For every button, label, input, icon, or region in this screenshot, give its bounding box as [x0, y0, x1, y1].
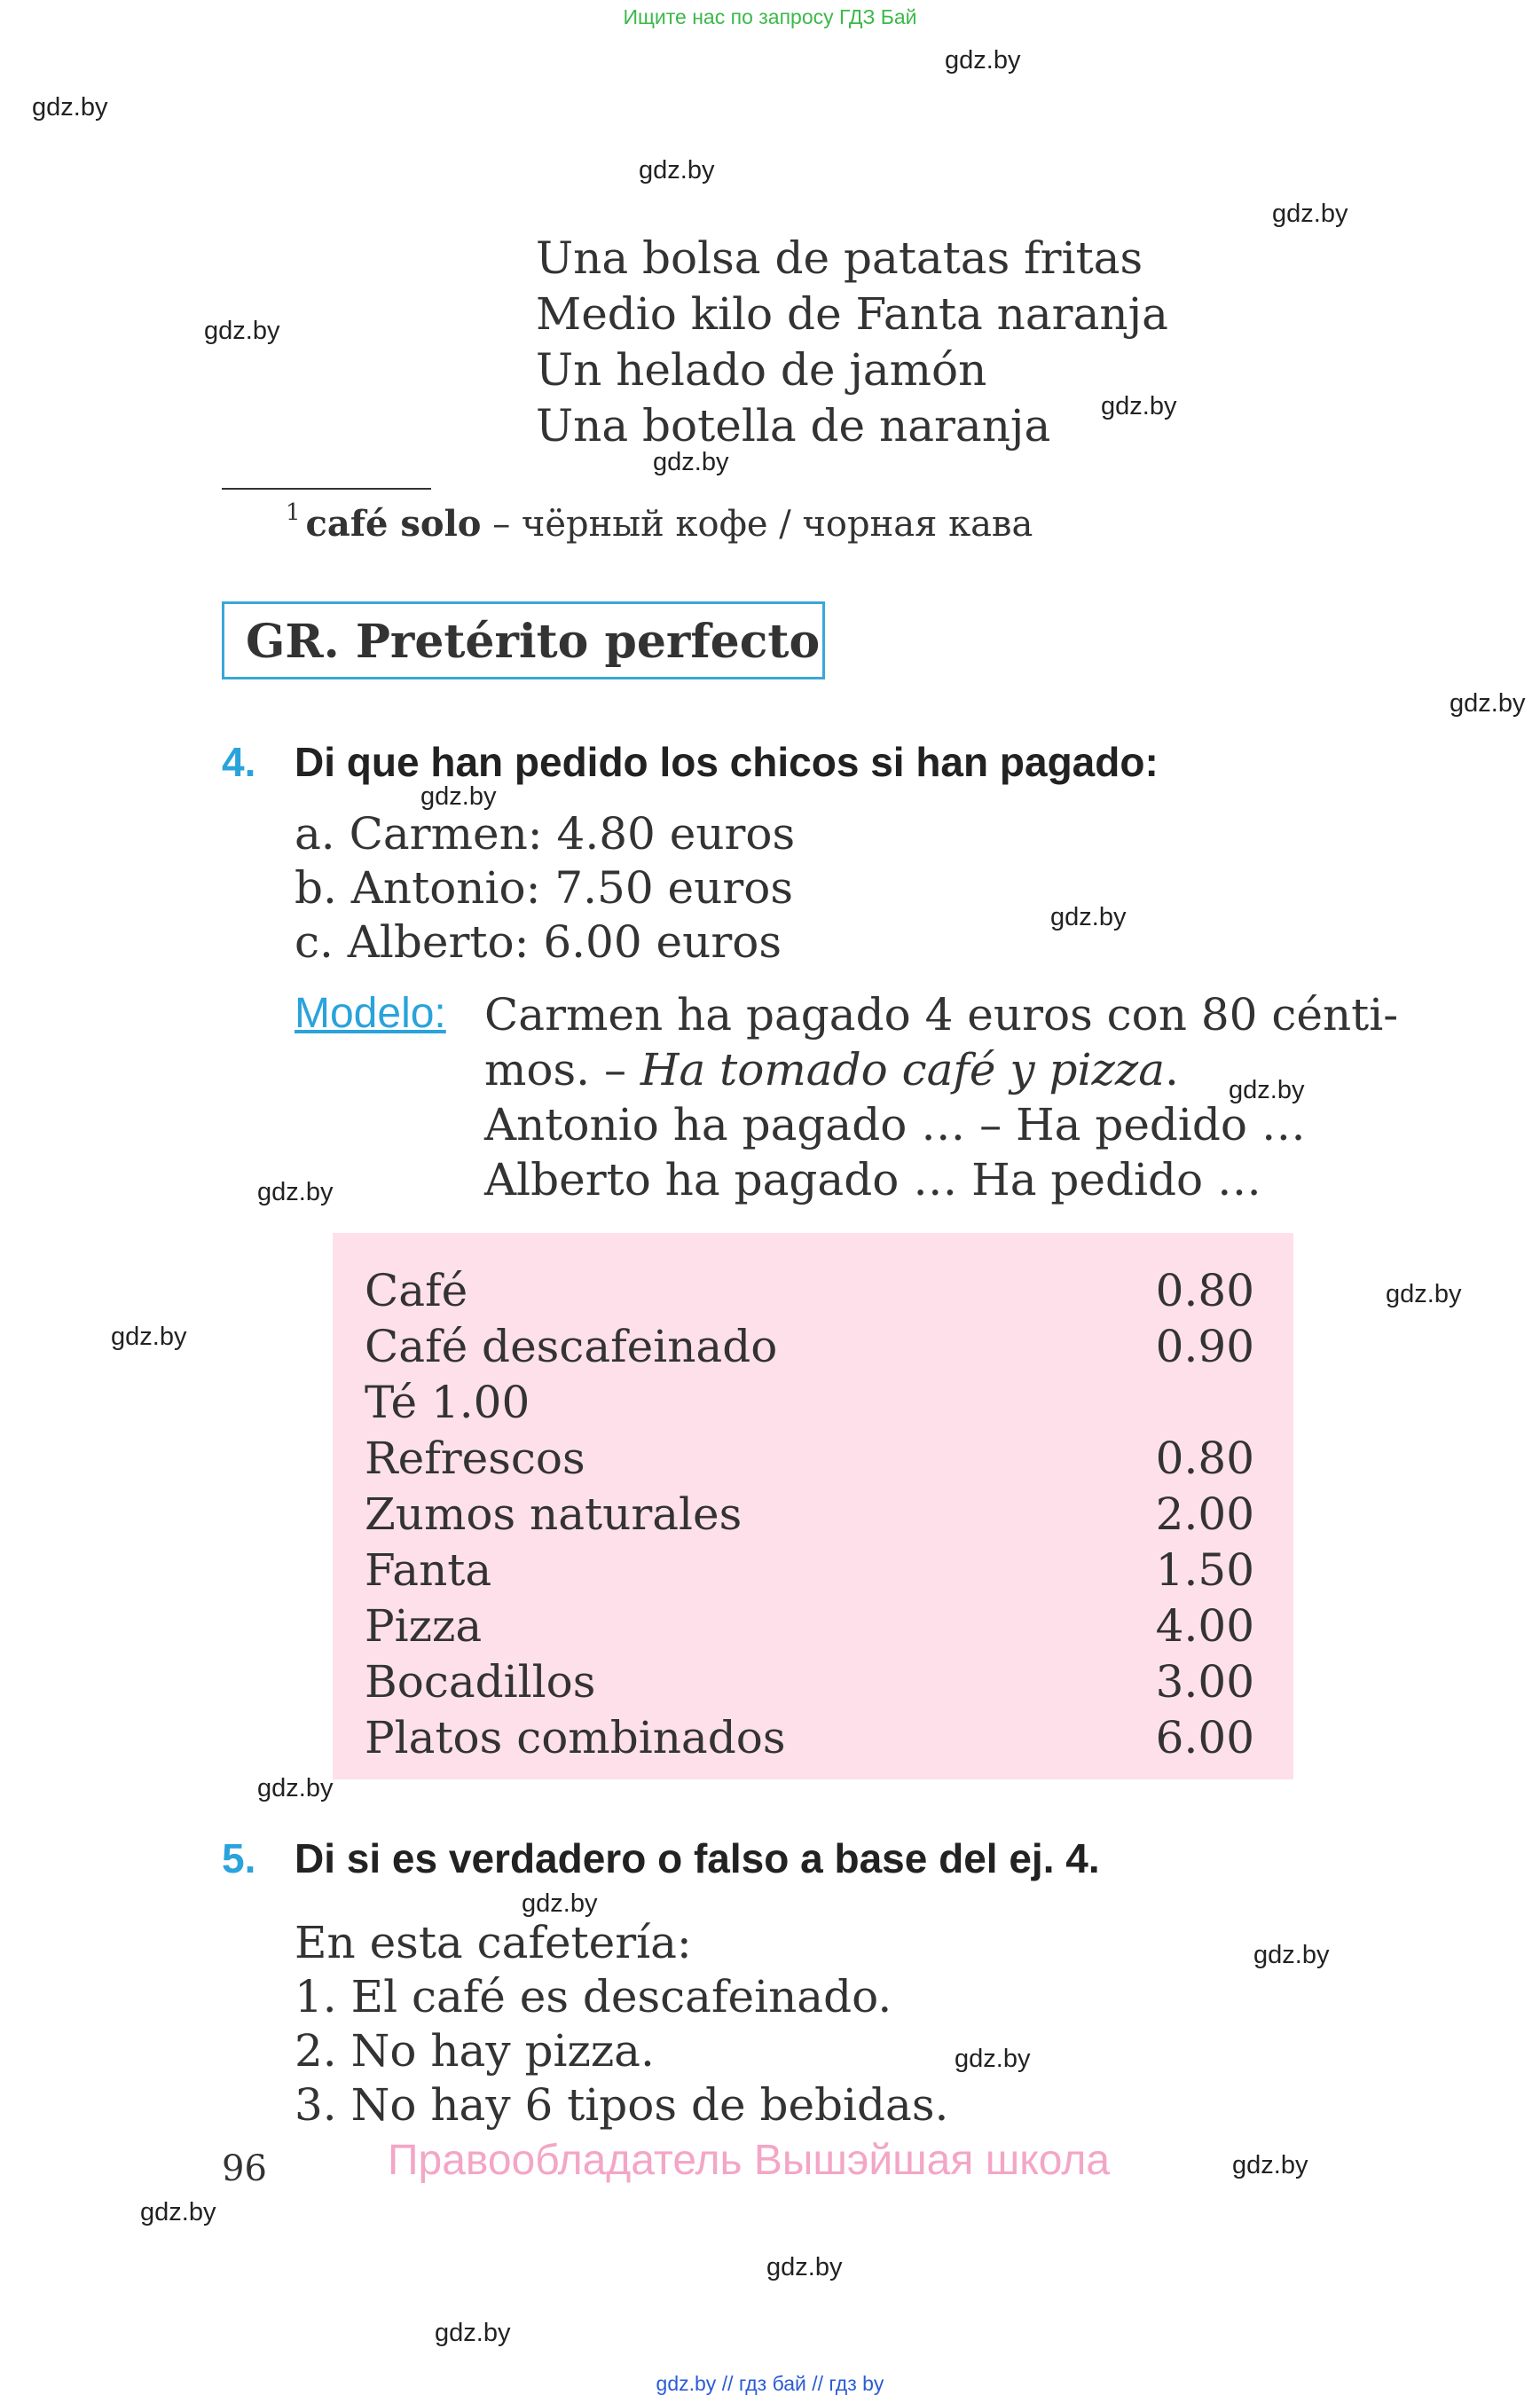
rights-holder: Правообладатель Вышэйшая школа	[388, 2137, 1111, 2184]
menu-item-name: Zumos naturales	[365, 1488, 742, 1540]
watermark: gdz.by	[639, 156, 715, 185]
watermark: gdz.by	[204, 317, 280, 345]
exercise-5-intro: En esta cafetería:	[295, 1917, 692, 1968]
model-line: Carmen ha pagado 4 euros con 80 cénti-	[484, 989, 1399, 1041]
model-line: Alberto ha pagado … Ha pedido …	[484, 1154, 1262, 1205]
model-line-italic: Ha tomado café y pizza	[640, 1044, 1166, 1095]
exercise-4-items	[295, 807, 795, 970]
list-item: b. Antonio: 7.50 euros	[295, 862, 794, 914]
model-line-start: mos. –	[484, 1044, 640, 1095]
watermark: gdz.by	[435, 2319, 511, 2347]
watermark: gdz.by	[653, 448, 729, 476]
menu-item-price: 6.00	[1155, 1712, 1254, 1763]
watermark: gdz.by	[257, 1178, 334, 1206]
menu-item-name: Té 1.00	[365, 1377, 530, 1428]
list-item: 2. No hay pizza.	[295, 2025, 655, 2077]
menu-row	[365, 1431, 1254, 1487]
exercise-5-number: 5.	[222, 1835, 256, 1881]
watermark: gdz.by	[945, 46, 1021, 75]
watermark: gdz.by	[1253, 1941, 1330, 1969]
menu-item-price: 3.00	[1155, 1656, 1254, 1708]
top-banner[interactable]: Ищите нас по запросу ГДЗ Бай	[623, 5, 917, 28]
watermark: gdz.by	[420, 782, 497, 811]
watermark: gdz.by	[32, 93, 108, 122]
watermark: gdz.by	[1272, 200, 1348, 228]
menu-item-name: Pizza	[365, 1600, 483, 1652]
grammar-box	[222, 601, 825, 679]
exercise-4-number: 4.	[222, 739, 256, 785]
page-number: 96	[222, 2148, 267, 2189]
poem-line: Medio kilo de Fanta naranja	[536, 288, 1168, 340]
menu-row	[365, 1487, 1254, 1543]
poem-line: Una botella de naranja	[536, 400, 1051, 452]
model-line: Antonio ha pagado … – Ha pedido …	[484, 1099, 1306, 1150]
watermark: gdz.by	[111, 1323, 187, 1351]
watermark: gdz.by	[1050, 903, 1127, 931]
watermark: gdz.by	[955, 2045, 1031, 2073]
menu-row	[365, 1319, 1254, 1375]
watermark: gdz.by	[1450, 689, 1526, 718]
menu-item-name: Refrescos	[365, 1433, 585, 1484]
footnote-divider	[222, 488, 431, 490]
watermark: gdz.by	[1386, 1280, 1462, 1308]
model-text	[484, 987, 1398, 1207]
bottom-links[interactable]: gdz.by // гдз бай // гдз by	[656, 2372, 884, 2395]
menu-row	[365, 1543, 1254, 1598]
grammar-title: GR. Pretérito perfecto	[246, 615, 821, 669]
footnote-term: café solo	[305, 503, 482, 545]
list-item: 3. No hay 6 tipos de bebidas.	[295, 2079, 949, 2131]
poem-line: Un helado de jamón	[536, 344, 987, 396]
model-line	[484, 1042, 1398, 1097]
watermark: gdz.by	[140, 2198, 216, 2226]
list-item: a. Carmen: 4.80 euros	[295, 808, 796, 860]
list-item: c. Alberto: 6.00 euros	[295, 916, 782, 968]
watermark: gdz.by	[1232, 2151, 1308, 2179]
menu-item-name: Café descafeinado	[365, 1321, 778, 1372]
model-line-end: .	[1165, 1044, 1179, 1095]
menu-item-price: 0.90	[1155, 1321, 1254, 1372]
menu-item-price: 1.50	[1155, 1544, 1254, 1596]
poem	[536, 231, 1168, 454]
watermark: gdz.by	[1101, 392, 1177, 420]
exercise-5-title: Di si es verdadero o falso a base del ej. 4.	[295, 1835, 1100, 1881]
model-label: Modelo:	[295, 990, 446, 1037]
menu-item-name: Fanta	[365, 1544, 492, 1596]
footnote-mark: 1	[286, 499, 301, 526]
poem-line: Una bolsa de patatas fritas	[536, 232, 1143, 284]
list-item: 1. El café es descafeinado.	[295, 1971, 892, 2022]
watermark: gdz.by	[1229, 1076, 1305, 1104]
watermark: gdz.by	[766, 2253, 843, 2281]
exercise-5-items	[295, 1916, 948, 2132]
menu-row	[365, 1598, 1254, 1654]
menu-item-price: 2.00	[1155, 1488, 1254, 1540]
menu-row	[365, 1375, 1254, 1431]
footnote-translation: – чёрный кофе / чорная кава	[492, 504, 1033, 545]
menu-item-price: 0.80	[1155, 1265, 1254, 1316]
menu-item-name: Bocadillos	[365, 1656, 596, 1708]
footnote	[286, 499, 1033, 545]
menu-item-price: 0.80	[1155, 1433, 1254, 1484]
menu-row	[365, 1710, 1254, 1766]
watermark: gdz.by	[257, 1774, 334, 1802]
exercise-4-title: Di que han pedido los chicos si han pagado:	[295, 739, 1159, 785]
menu-item-price: 4.00	[1155, 1600, 1254, 1652]
menu-row	[365, 1654, 1254, 1710]
menu-item-name: Café	[365, 1265, 468, 1316]
menu-box	[333, 1233, 1293, 1779]
menu-item-name: Platos combinados	[365, 1712, 786, 1763]
watermark: gdz.by	[522, 1889, 598, 1918]
menu-row	[365, 1263, 1254, 1319]
